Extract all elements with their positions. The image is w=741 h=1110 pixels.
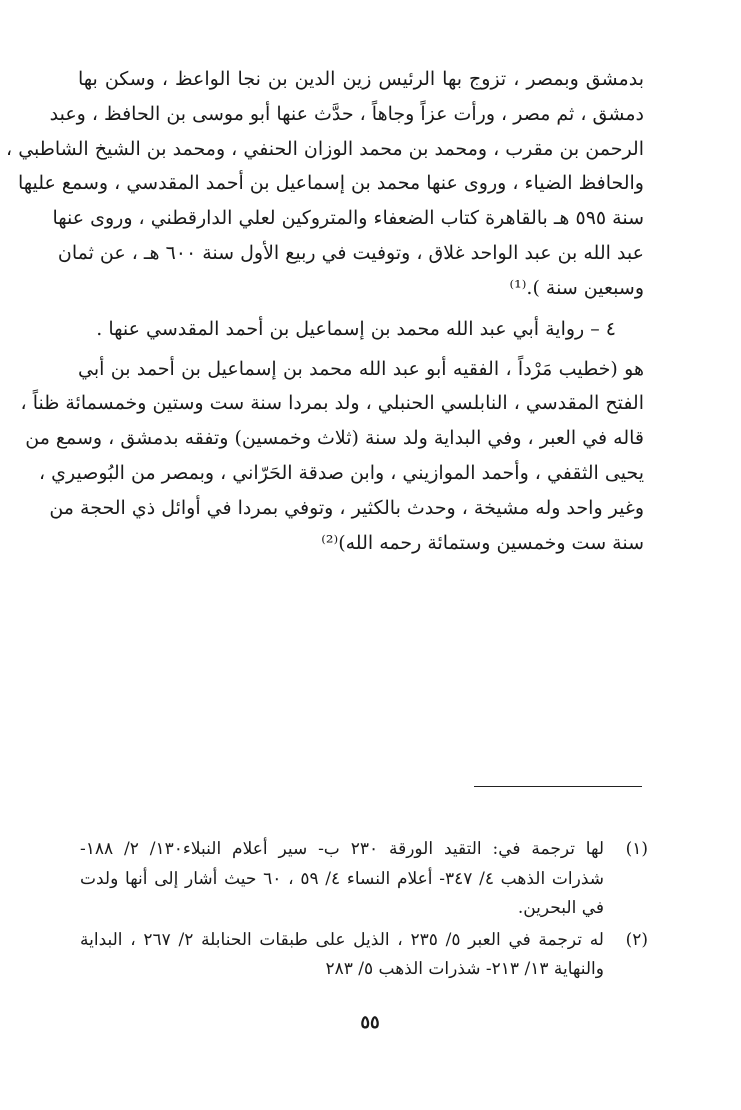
text-line: وسبعين سنة ).⁽¹⁾ — [509, 276, 644, 299]
footnotes — [80, 835, 648, 987]
footnote-body — [80, 926, 604, 985]
footnote-line: في البحرين. — [517, 898, 604, 918]
page-number: ٥٥ — [360, 1012, 380, 1033]
text-line: قاله في العبر ، وفي البداية ولد سنة (ثلاث وخمسين) وتفقه بدمشق ، وسمع من — [25, 427, 644, 450]
footnote-2 — [80, 926, 648, 985]
main-text — [6, 62, 644, 560]
footnote-line: والنهاية ١٣/ ٢١٣- شذرات الذهب ٥/ ٢٨٣ — [325, 959, 604, 979]
footnote-number: (١) — [625, 839, 648, 859]
footnote-line: له ترجمة في العبر ٥/ ٢٣٥ ، الذيل على طبقات الحنابلة ٢/ ٢٦٧ ، البداية — [80, 929, 604, 950]
section-heading: ٤ – رواية أبي عبد الله محمد بن إسماعيل بن أحمد المقدسي عنها . — [96, 317, 616, 340]
footnote-body — [80, 835, 604, 924]
paragraph-1 — [6, 62, 644, 306]
text-line: سنة ست وخمسين وستمائة رحمه الله)⁽²⁾ — [321, 531, 644, 554]
footnote-number: (٢) — [625, 929, 648, 950]
text-line: بدمشق وبمصر ، تزوج بها الرئيس زين الدين بن نجا الواعظ ، وسكن بها — [78, 68, 644, 90]
text-line: سنة ٥٩٥ هـ بالقاهرة كتاب الضعفاء والمتروكين لعلي الدارقطني ، وروى عنها — [52, 207, 644, 230]
paragraph-2 — [20, 352, 644, 561]
text-line: عبد الله بن عبد الواحد غلاق ، وتوفيت في ربيع الأول سنة ٦٠٠ هـ ، عن ثمان — [57, 241, 644, 264]
text-line: الرحمن بن مقرب ، ومحمد بن محمد الوزان الحنفي ، ومحمد بن الشيخ الشاطبي ، — [6, 137, 644, 160]
footnote-1 — [80, 835, 648, 924]
text-line: والحافظ الضياء ، وروى عنها محمد بن إسماعيل بن أحمد المقدسي ، وسمع عليها — [17, 172, 644, 195]
footnote-line: شذرات الذهب ٤/ ٣٤٧- أعلام النساء ٤/ ٥٩ ، ٦٠ حيث أشار إلى أنها ولدت — [80, 868, 604, 889]
text-line: الفتح المقدسي ، النابلسي الحنبلي ، ولد بمردا سنة ست وستين وخمسمائة ظناً ، — [20, 392, 644, 415]
footnote-line: لها ترجمة في: التقيد الورقة ٢٣٠ ب- سير أعلام النبلاء١٣٠/ ٢/ ١٨٨- — [80, 839, 605, 859]
text-line: وغير واحد وله مشيخة ، وحدث بالكثير ، وتوفي بمردا في أوائل ذي الحجة من — [49, 496, 644, 519]
text-line: هو (خطيب مَرْداً ، الفقيه أبو عبد الله محمد بن إسماعيل بن أحمد بن أبي — [78, 357, 644, 380]
text-line: يحيى الثقفي ، وأحمد الموازيني ، وابن صدقة الحَرّاني ، وبمصر من البُوصيري ، — [38, 461, 644, 484]
text-line: دمشق ، ثم مصر ، ورأت عزاً وجاهاً ، حدَّث عنها أبو موسى بن الحافظ ، وعبد — [49, 102, 644, 125]
footnote-divider — [474, 786, 642, 787]
